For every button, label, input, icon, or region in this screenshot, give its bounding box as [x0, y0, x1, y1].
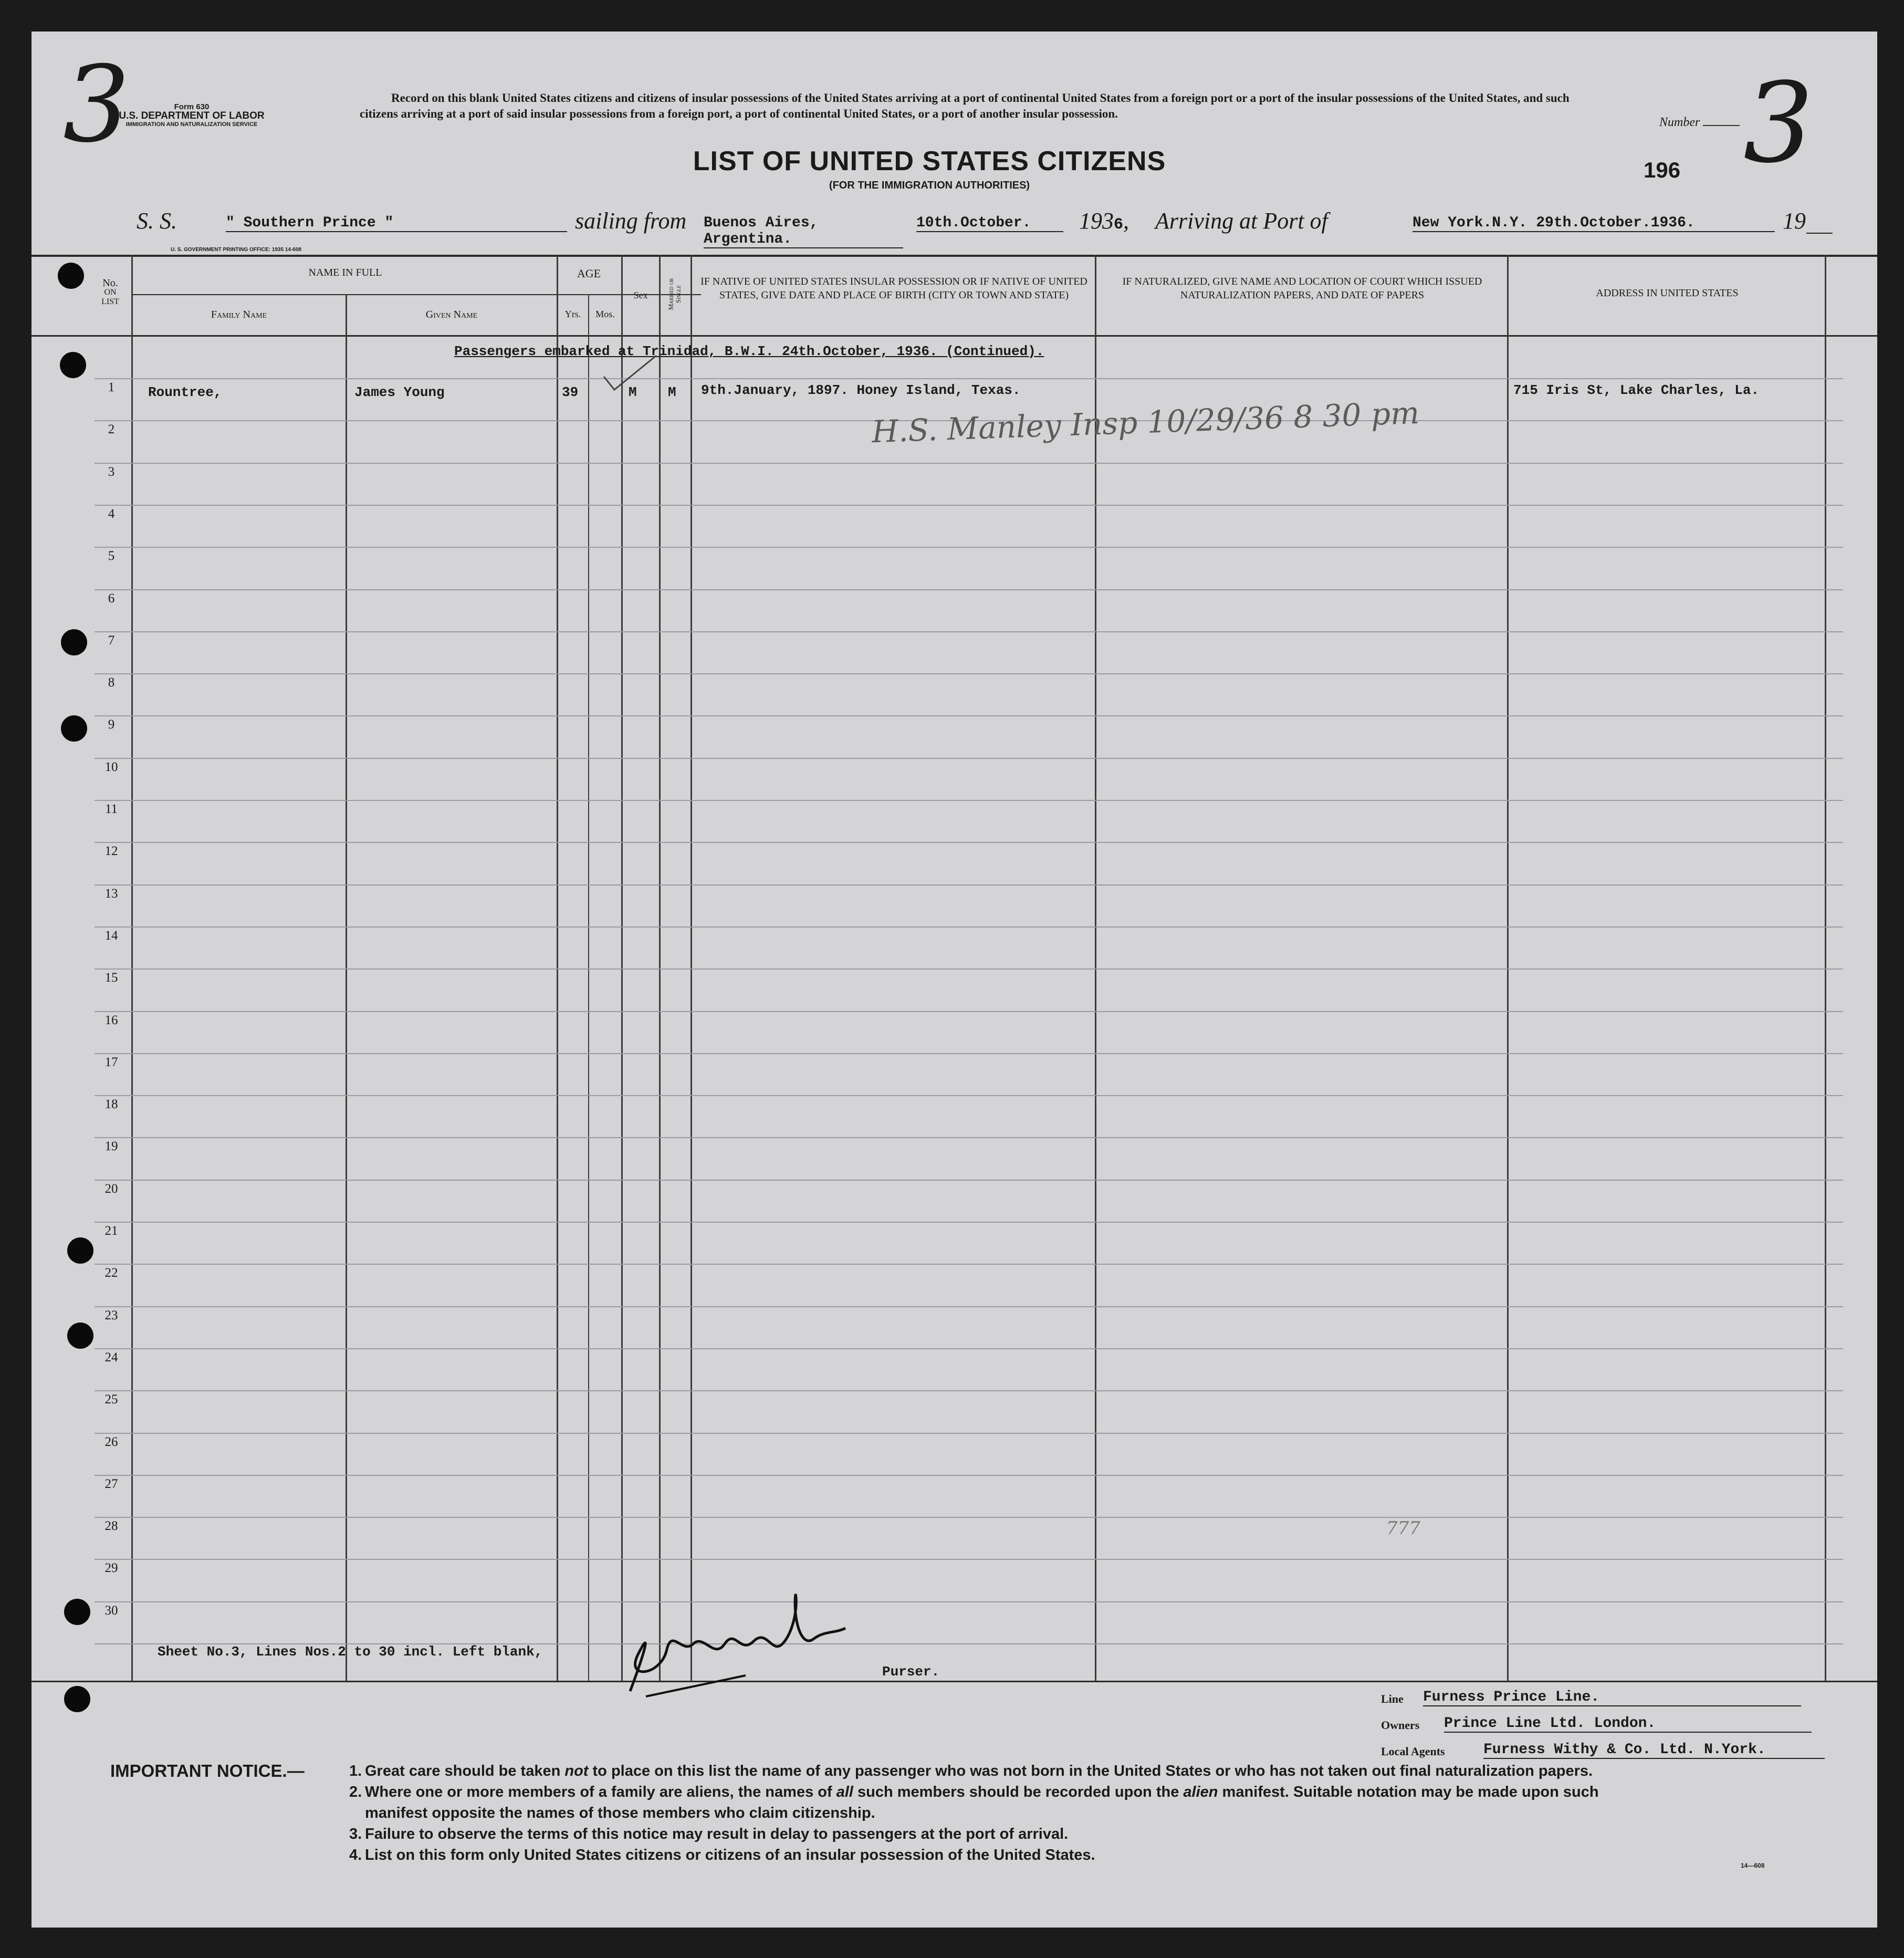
department-name: U.S. DEPARTMENT OF LABOR	[119, 110, 265, 121]
sex-cell: M	[629, 384, 637, 400]
page-number: 196	[1644, 158, 1681, 182]
row-rule	[95, 884, 1843, 886]
line-number: 23	[104, 1308, 118, 1322]
inspector-note: H.S. Manley Insp 10/29/36 8 30 pm	[871, 394, 1420, 450]
year-prefix-text: 193	[1079, 208, 1114, 234]
line-number: 22	[104, 1266, 118, 1280]
row-rule	[95, 1306, 1843, 1307]
page-title: LIST OF UNITED STATES CITIZENS	[693, 146, 1166, 176]
family-name-cell: Rountree,	[148, 384, 222, 400]
row-rule	[95, 1222, 1843, 1223]
line-number: 27	[104, 1477, 118, 1491]
notice-1-number: 1.	[349, 1763, 362, 1779]
row-rule	[95, 715, 1843, 716]
sheet-note: Sheet No.3, Lines Nos.2 to 30 incl. Left blank,	[158, 1644, 543, 1660]
line-number: 10	[104, 760, 118, 774]
row-rule	[95, 1390, 1843, 1391]
col-no-label: No.	[102, 277, 118, 289]
line-number: 26	[104, 1435, 118, 1449]
line-number: 4	[108, 507, 115, 521]
row-rule	[95, 673, 1843, 674]
line-number: 8	[108, 675, 115, 690]
form-id-block	[97, 102, 286, 129]
punch-hole	[67, 1237, 93, 1264]
notice-1-text-a: Great care should be taken	[365, 1763, 565, 1779]
row-rule	[95, 378, 1843, 379]
service-name: IMMIGRATION AND NATURALIZATION SERVICE	[125, 121, 258, 128]
punch-hole	[64, 1686, 90, 1712]
notice-2-text-b: such members should be recorded upon the	[853, 1784, 1184, 1800]
row-rule	[95, 589, 1843, 590]
owners-label: Owners	[1381, 1719, 1420, 1732]
notice-1	[365, 1761, 1593, 1782]
arrival-port-date: New York.N.Y. 29th.October.1936.	[1413, 215, 1775, 232]
line-number: 12	[104, 844, 118, 858]
row-rule	[95, 1264, 1843, 1265]
line-number: 6	[108, 591, 115, 606]
line-owner-block	[1381, 1685, 1854, 1764]
col-no-on-list	[89, 278, 131, 307]
row-rule	[95, 758, 1843, 759]
section-heading: Passengers embarked at Trinidad, B.W.I. 24th.October, 1936. (Continued).	[454, 343, 1044, 359]
line-number: 9	[108, 717, 115, 732]
col-list-label: LIST	[101, 297, 119, 306]
notice-2-emphasis-1: all	[836, 1784, 853, 1800]
line-number: 20	[104, 1182, 118, 1196]
year-prefix: 1936,	[1079, 208, 1129, 234]
line-number: 3	[108, 465, 115, 479]
line-number: 14	[104, 929, 118, 943]
number-label-text: Number	[1659, 116, 1700, 129]
notice-1-text-b: to place on this list the name of any passenger who was not born in the United States or who has not taken out final naturalization papers.	[588, 1763, 1593, 1779]
margin-mark: 777	[1386, 1518, 1420, 1539]
punch-hole	[64, 1599, 90, 1625]
row-rule	[95, 926, 1843, 928]
purser-label: Purser.	[882, 1664, 940, 1680]
row-rule	[95, 1601, 1843, 1602]
sailing-from: Buenos Aires, Argentina.	[704, 215, 903, 248]
owners-value: Prince Line Ltd. London.	[1444, 1715, 1812, 1733]
row-rule	[95, 1011, 1843, 1012]
col-family-name: Family Name	[211, 309, 267, 320]
punch-hole	[60, 352, 86, 378]
row-rule	[95, 842, 1843, 843]
line-number: 13	[104, 887, 118, 901]
col-naturalization: IF NATURALIZED, GIVE NAME AND LOCATION OF COURT WHICH ISSUED NATURALIZATION PAPERS, AND DATE OF PAPERS	[1122, 276, 1482, 301]
ss-label: S. S.	[137, 208, 177, 234]
notice-title: IMPORTANT NOTICE.—	[110, 1761, 305, 1780]
col-married-single: Married or Single	[667, 278, 682, 310]
row-rule	[95, 631, 1843, 632]
row-rule	[95, 1053, 1843, 1054]
notice-2-number: 2.	[349, 1784, 362, 1800]
punch-hole	[61, 629, 87, 655]
row-rule	[95, 1517, 1843, 1518]
sailing-date: 10th.October.	[916, 215, 1063, 232]
agents-label: Local Agents	[1381, 1745, 1445, 1758]
row-rule	[95, 1475, 1843, 1476]
year-suffix: 19	[1783, 208, 1806, 234]
col-sex: Sex	[633, 290, 648, 300]
notice-3-number: 3.	[349, 1826, 362, 1842]
row-rule	[95, 547, 1843, 548]
notice-3: Failure to observe the terms of this notice may result in delay to passengers at the port of arrival.	[365, 1826, 1069, 1842]
line-number: 7	[108, 633, 115, 648]
col-yrs: Yrs.	[564, 309, 581, 319]
marital-cell: M	[668, 384, 676, 400]
form-code: 14—608	[1741, 1862, 1765, 1869]
arriving-label: Arriving at Port of	[1155, 208, 1328, 234]
line-number: 17	[104, 1055, 118, 1069]
line-number: 5	[108, 549, 115, 563]
number-value: 3	[1743, 59, 1814, 188]
notice-4: List on this form only United States citizens or citizens of an insular possession of the United States.	[365, 1847, 1095, 1863]
col-birth-info: IF NATIVE OF UNITED STATES INSULAR POSSESSION OR IF NATIVE OF UNITED STATES, GIVE DATE AND PLACE OF BIRTH (CITY OR TOWN AND STATE)	[700, 276, 1087, 301]
line-number: 24	[104, 1350, 118, 1365]
row-rule	[95, 800, 1843, 801]
notice-2-emphasis-2: alien	[1183, 1784, 1218, 1800]
address-cell: 715 Iris St, Lake Charles, La.	[1513, 382, 1760, 398]
row-rule	[95, 1559, 1843, 1560]
line-value: Furness Prince Line.	[1423, 1689, 1801, 1706]
punch-hole	[58, 263, 84, 289]
corner-mark-left: 3	[63, 44, 130, 166]
line-number: 11	[104, 802, 118, 816]
line-number: 30	[104, 1603, 118, 1618]
important-notice	[110, 1761, 1843, 1866]
line-label: Line	[1381, 1692, 1404, 1705]
voyage-line	[137, 207, 1833, 247]
col-address: ADDRESS IN UNITED STATES	[1596, 287, 1739, 299]
notice-2-continued: manifest opposite the names of those members who claim citizenship.	[365, 1805, 875, 1821]
punch-hole	[61, 715, 87, 742]
notice-1-emphasis: not	[564, 1763, 589, 1779]
line-number: 25	[104, 1392, 118, 1407]
row-rule	[95, 968, 1843, 970]
purser-signature	[614, 1586, 866, 1707]
row-rule	[95, 1180, 1843, 1181]
page-subtitle: (FOR THE IMMIGRATION AUTHORITIES)	[829, 180, 1030, 191]
notice-2-text-c: manifest. Suitable notation may be made upon such	[1218, 1784, 1599, 1800]
row-rule	[95, 505, 1843, 506]
col-given-name: Given Name	[425, 309, 478, 320]
check-mark-icon	[601, 353, 659, 395]
line-number: 29	[104, 1561, 118, 1575]
line-number: 19	[104, 1139, 118, 1153]
notice-4-number: 4.	[349, 1847, 362, 1863]
line-number: 18	[104, 1097, 118, 1111]
given-name-cell: James Young	[354, 384, 445, 400]
sailing-label: sailing from	[575, 208, 687, 234]
line-number: 28	[104, 1519, 118, 1533]
agents-value: Furness Withy & Co. Ltd. N.York.	[1483, 1742, 1825, 1759]
notice-2	[365, 1782, 1599, 1803]
line-number: 1	[108, 380, 115, 394]
col-name-in-full: NAME IN FULL	[308, 267, 382, 278]
year-digit: 6	[1114, 216, 1124, 234]
line-number: 21	[104, 1224, 118, 1238]
birth-cell: 9th.January, 1897. Honey Island, Texas.	[701, 382, 1021, 398]
punch-hole	[67, 1322, 93, 1349]
row-rule	[95, 1348, 1843, 1349]
printing-office: U. S. GOVERNMENT PRINTING OFFICE: 1935 14-608	[171, 247, 301, 253]
record-instruction: Record on this blank United States citizens and citizens of insular possessions of the United States arriving at a port of continental United States from a foreign port or a port of the insular possessions of the United States, and such citizens arriving at a port of said insular possessions from a foreign port, a port of continental United States, or a port of another insular possession.	[360, 91, 1570, 120]
number-label	[1659, 116, 1740, 130]
notice-2-text-a: Where one or more members of a family are aliens, the names of	[365, 1784, 836, 1800]
line-number: 2	[108, 422, 115, 436]
line-number: 16	[104, 1013, 118, 1027]
col-on-label: ON	[104, 288, 117, 297]
form-number: Form 630	[174, 102, 210, 111]
row-rule	[95, 1433, 1843, 1434]
row-rule	[95, 1137, 1843, 1138]
row-rule	[95, 463, 1843, 464]
col-mos: Mos.	[595, 309, 615, 319]
line-number: 15	[104, 971, 118, 985]
age-yrs-cell: 39	[562, 384, 579, 400]
ship-name: " Southern Prince "	[226, 215, 567, 232]
row-rule	[95, 1095, 1843, 1096]
manifest-sheet	[32, 32, 1877, 1928]
col-age: AGE	[577, 267, 601, 280]
